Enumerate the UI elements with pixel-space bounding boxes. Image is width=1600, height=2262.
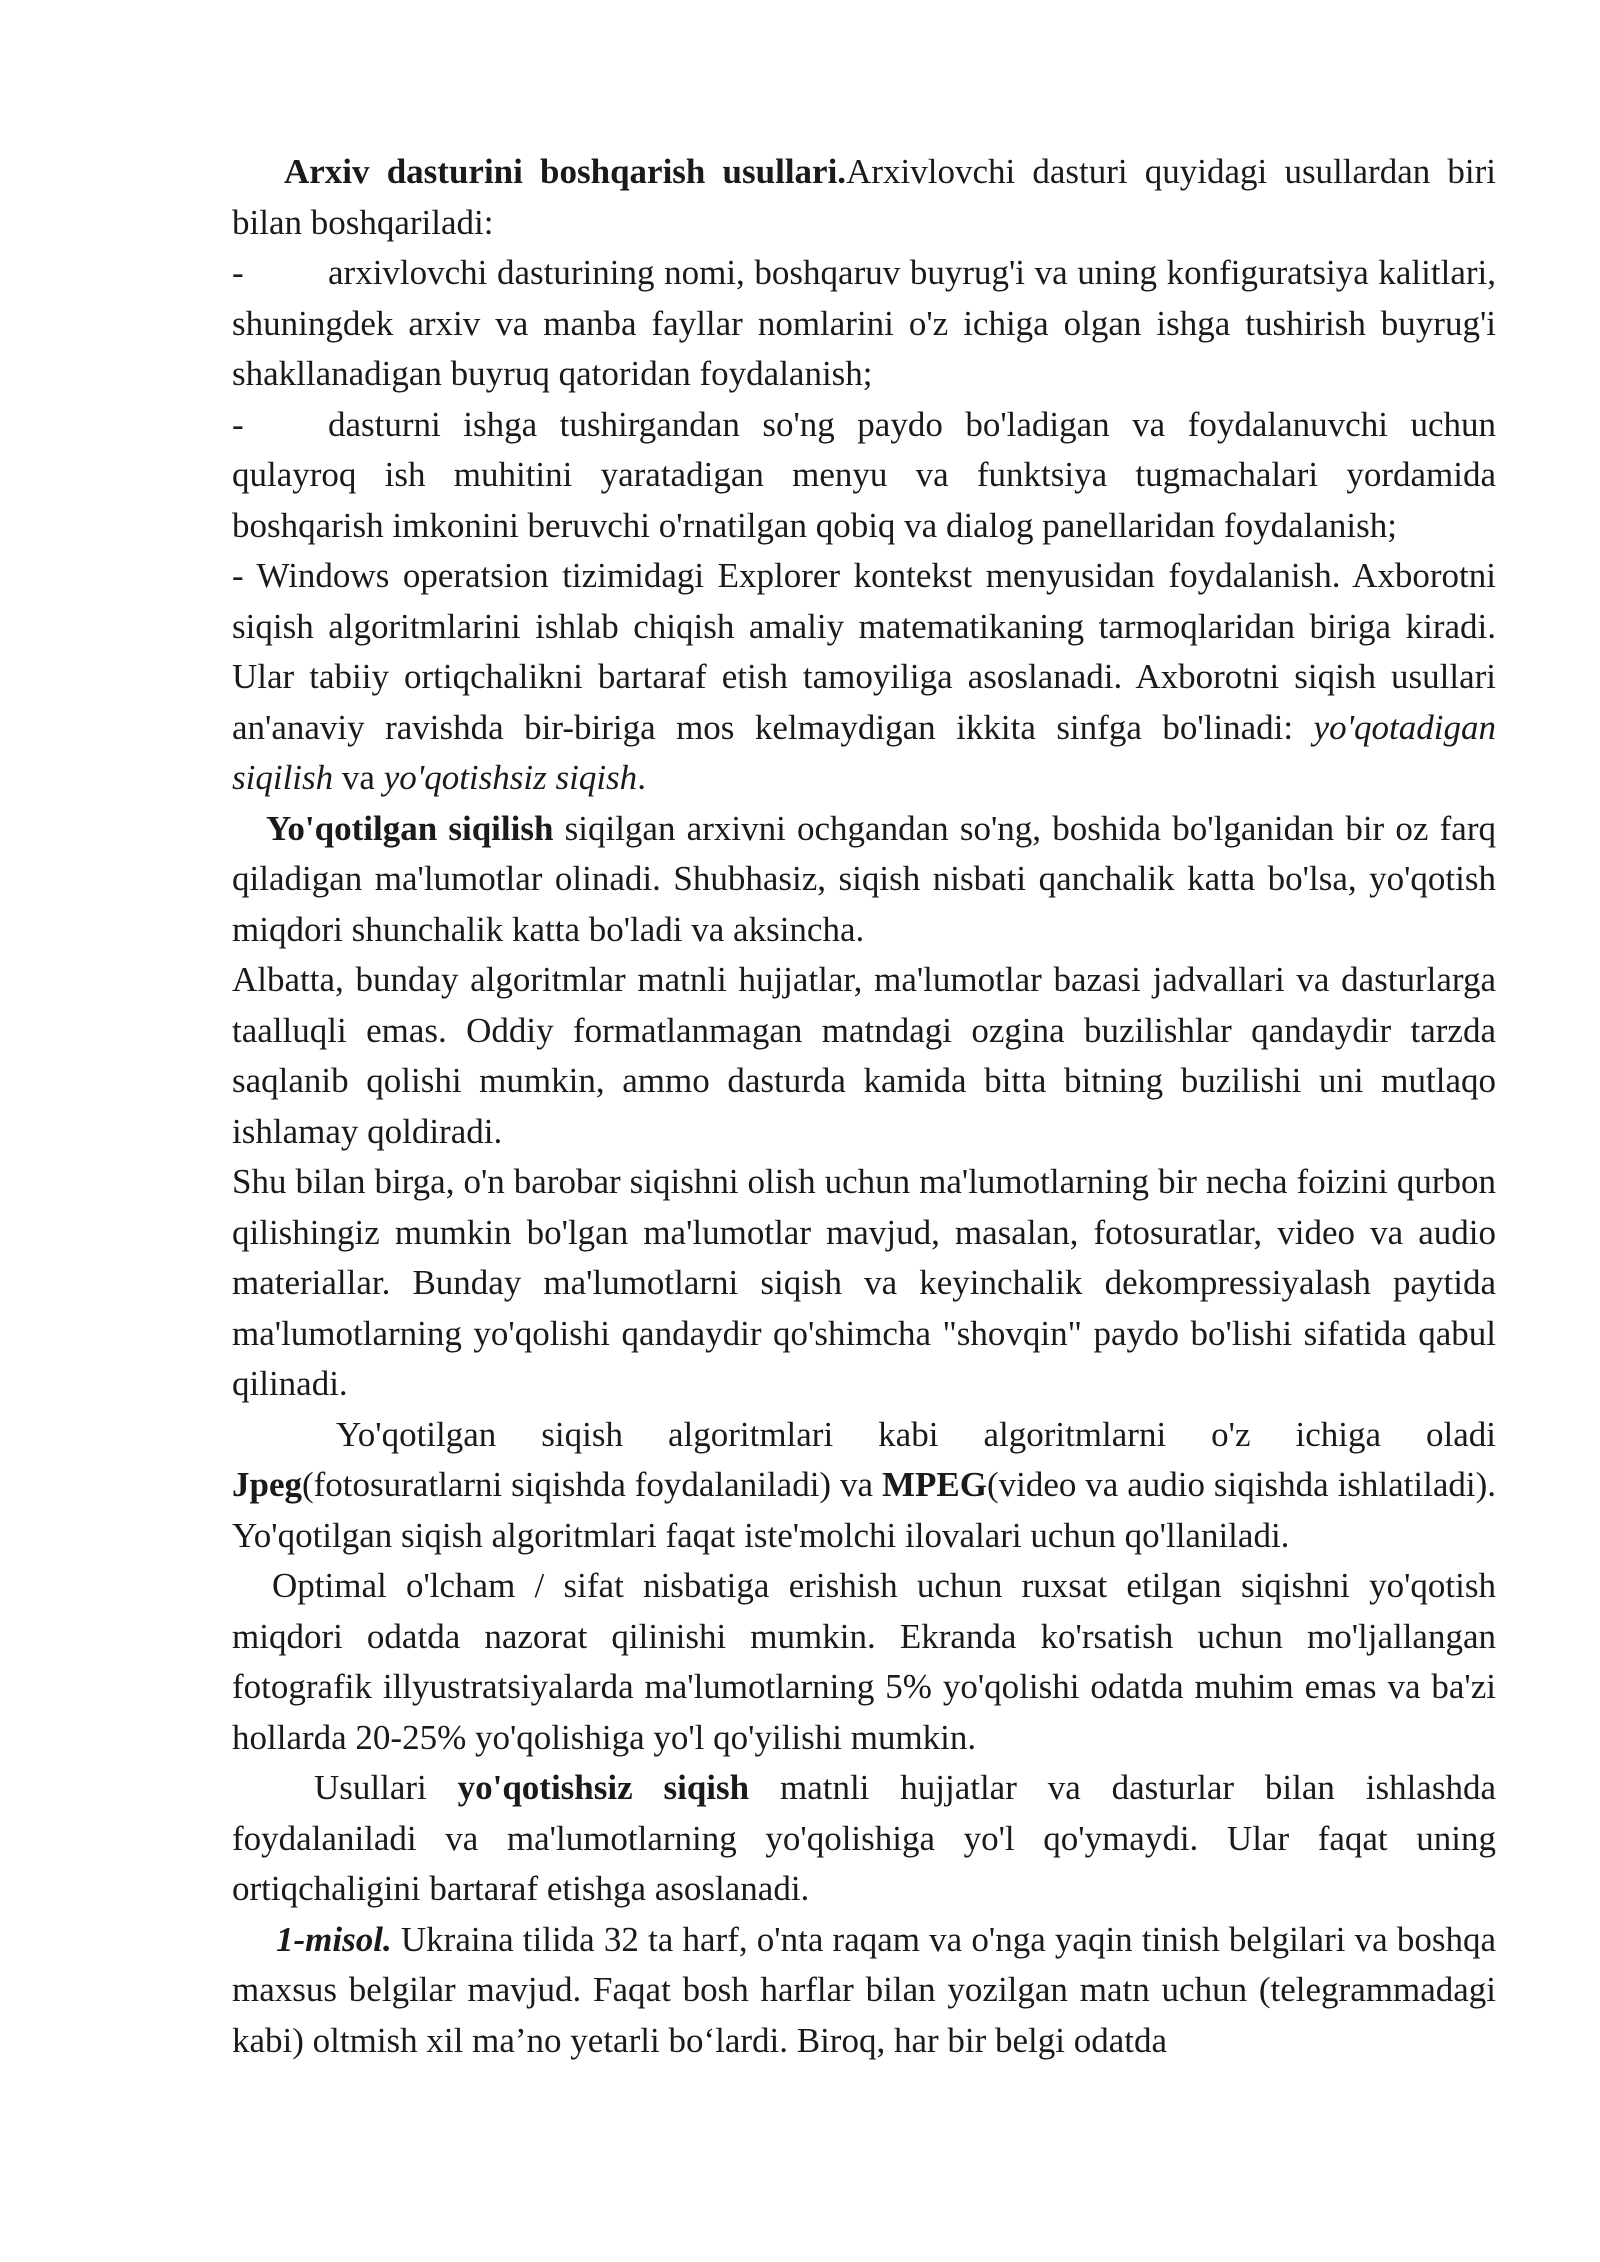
example-label: 1-misol. xyxy=(276,1919,392,1959)
document-page xyxy=(232,147,1496,2066)
paragraph-formats xyxy=(232,1410,1496,1562)
paragraph-text: . xyxy=(637,758,646,797)
paragraph-algorithms xyxy=(232,955,1496,1157)
paragraph-text: Optimal o'lcham / sifat nisbatiga erishish uchun ruxsat etilgan siqishni yo'qotish miqdori odatda nazorat qilinishi mumkin. Ekranda ko'rsatish uchun mo'ljallangan fotografik illyustratsiyalarda ma'lumotlarning 5% yo'qolishi odatda muhim emas va ba'zi hollarda 20-25% yo'qolishiga yo'l qo'yilishi mumkin. xyxy=(232,1566,1496,1757)
list-dash: - xyxy=(232,253,244,292)
list-item xyxy=(232,400,1496,552)
italic-term: yo'qotishsiz siqish xyxy=(383,758,638,797)
paragraph-media xyxy=(232,1157,1496,1410)
paragraph-text: Yo'qotilgan siqish algoritmlari kabi algoritmlarni o'z ichiga oladi xyxy=(336,1414,1496,1454)
bold-term: Yo'qotilgan siqilish xyxy=(266,808,554,848)
paragraph-text: (video va audio siqishda ishlatiladi). Yo'qotilgan siqish algoritmlari faqat iste'molchi ilovalari uchun qo'llaniladi. xyxy=(232,1465,1497,1555)
paragraph-intro xyxy=(232,147,1496,248)
paragraph-lossless xyxy=(232,1763,1496,1915)
list-item-text: - Windows operatsion tizimidagi Explorer kontekst menyusidan foydalanish. xyxy=(232,556,1341,595)
paragraph-text: (fotosuratlarni siqishda foydalaniladi) va xyxy=(302,1465,882,1504)
list-dash: - xyxy=(232,404,244,444)
paragraph-text: Ukraina tilida 32 ta harf, o'nta raqam va o'nga yaqin tinish belgilari va boshqa maxsus belgilar mavjud. Faqat bosh harflar bilan yozilgan matn uchun (telegrammadagi kabi) oltmish xil ma’no yetarli bo‘lardi. Biroq, har bir belgi odatda xyxy=(232,1919,1496,2060)
paragraph-text: siqilgan arxivni ochgandan so'ng, boshida bo'lganidan bir oz farq qiladigan ma'lumotlar olinadi. Shubhasiz, siqish nisbati qanchalik katta bo'lsa, yo'qotish miqdori shunchalik katta bo'ladi va aksincha. xyxy=(232,808,1496,949)
bold-term: MPEG xyxy=(881,1465,987,1504)
paragraph-lossy xyxy=(232,804,1496,956)
paragraph-example xyxy=(232,1915,1496,2067)
paragraph-text: va xyxy=(333,758,384,797)
bold-term: Jpeg xyxy=(232,1465,302,1504)
list-item-text: dasturni ishga tushirgandan so'ng paydo bo'ladigan va foydalanuvchi uchun qulayroq ish muhitini yaratadigan menyu va funktsiya tugmachalari yordamida boshqarish imkonini beruvchi o'rnatilgan qobiq va dialog panellaridan foydalanish; xyxy=(232,404,1496,545)
bold-term: yo'qotishsiz siqish xyxy=(457,1768,750,1807)
list-item-text: arxivlovchi dasturining nomi, boshqaruv buyrug'i va uning konfiguratsiya kalitlari, shuningdek arxiv va manba fayllar nomlarini o'z ichiga olgan ishga tushirish buyrug'i shakllanadigan buyruq qatoridan foydalanish; xyxy=(232,253,1496,393)
italic-term: yo'qotadigan siqilish xyxy=(232,707,1496,797)
paragraph-text: Albatta, bunday algoritmlar matnli hujjatlar, ma'lumotlar bazasi jadvallari va dasturlarga taalluqli emas. Oddiy formatlanmagan matndagi ozgina buzilishlar qandaydir tarzda saqlanib qolishi mumkin, ammo dasturda kamida bitta bitning buzilishi uni mutlaqo ishlamay qoldiradi. xyxy=(232,960,1496,1151)
paragraph-optimal xyxy=(232,1561,1496,1763)
paragraph-text: Shu bilan birga, o'n barobar siqishni olish uchun ma'lumotlarning bir necha foizini qurbon qilishingiz mumkin bo'lgan ma'lumotlar mavjud, masalan, fotosuratlar, video va audio materiallar. Bunday ma'lumotlarni siqish va keyinchalik dekompressiyalash paytida ma'lumotlarning yo'qolishi qandaydir qo'shimcha "shovqin" paydo bo'lishi sifatida qabul qilinadi. xyxy=(232,1162,1496,1403)
paragraph-compression-text: Axborotni siqish algoritmlarini ishlab chiqish amaliy matematikaning tarmoqlaridan biriga kiradi. Ular tabiiy ortiqchalikni bartaraf etish tamoyiliga asoslanadi. Axborotni siqish usullari an'anaviy ravishda bir-biriga mos kelmaydigan ikkita sinfga bo'linadi: xyxy=(232,556,1496,747)
paragraph-intro-text: Arxivlovchi dasturi quyidagi usullardan biri bilan boshqariladi: xyxy=(232,152,1497,242)
section-heading: Arxiv dasturini boshqarish usullari. xyxy=(284,152,847,191)
list-item xyxy=(232,551,1496,804)
paragraph-text: matnli hujjatlar va dasturlar bilan ishlashda foydalaniladi va ma'lumotlarning yo'qolishiga yo'l qo'ymaydi. Ular faqat uning ortiqchaligini bartaraf etishga asoslanadi. xyxy=(232,1768,1496,1908)
paragraph-text: Usullari xyxy=(314,1768,458,1807)
list-item xyxy=(232,248,1496,400)
